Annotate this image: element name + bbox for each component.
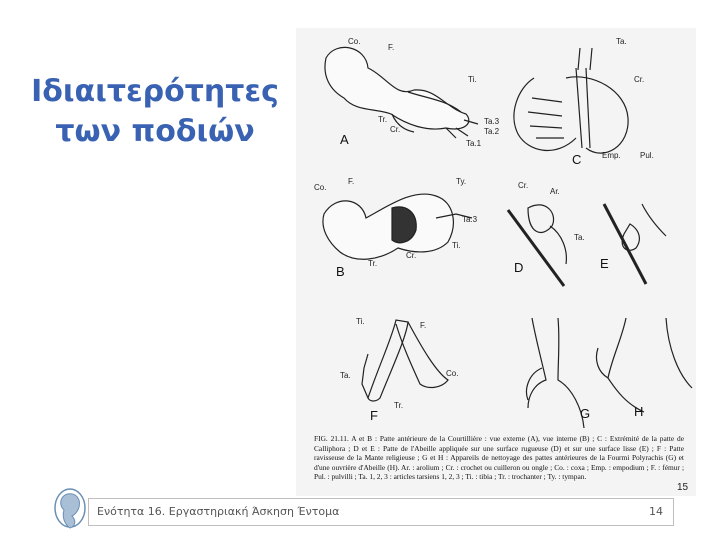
- label-a: A: [340, 132, 349, 147]
- drawing-b: [323, 194, 472, 259]
- drawing-c: [514, 48, 628, 153]
- label-f-f: F.: [420, 321, 427, 330]
- label-tr-f: Tr.: [394, 401, 404, 410]
- figure-caption: FIG. 21.11. A et B : Patte antérieure de la Courtillière : vue externe (A), vue interne (B) ; C : Extrémité de la patte de Calliphora ; D et E : Patte de l'Abeille appliquée sur une surface rugueuse (D) et sur une surface lisse (E) ; F : Patte ravisseuse de la Mante religieuse ; G et H : Appareils de nettoyage des pattes antérieures de la Fourmi Polyrachis (G) et d'une ouvrière d'Abeille (H). Ar. : arolium ; Cr. : crochet ou cuilleron ou ongle ; Co. : coxa ; Emp. : empodium ; F. : fémur ; Pul. : pulvilli ; Ta. 1, 2, 3 : articles tarsiens 1, 2, 3 ; Ti. : tibia ; Tr. : trochanter ; Ty. : tympan.: [314, 434, 684, 482]
- corner-page-number: 15: [677, 482, 689, 493]
- label-emp-c: Emp.: [602, 151, 621, 160]
- label-f-a: F.: [388, 43, 395, 52]
- label-b: B: [336, 264, 345, 279]
- label-ta-c: Ta.: [616, 37, 627, 46]
- label-tr-b: Tr.: [368, 259, 378, 268]
- label-f: F: [370, 408, 378, 423]
- label-cr-d: Cr.: [518, 181, 529, 190]
- label-pul-c: Pul.: [640, 151, 654, 160]
- drawing-f: [362, 320, 448, 401]
- label-ti-f: Ti.: [356, 317, 365, 326]
- label-ti-a: Ti.: [468, 75, 477, 84]
- university-logo-icon: [50, 484, 90, 534]
- footer-bar: [88, 498, 674, 526]
- label-co-a: Co.: [348, 37, 361, 46]
- label-cr-b: Cr.: [406, 251, 417, 260]
- drawing-d-e: [508, 204, 666, 286]
- label-e: E: [600, 256, 609, 271]
- footer-section-text: Ενότητα 16. Εργαστηριακή Άσκηση Έντομα: [97, 505, 340, 518]
- slide-title: [24, 72, 286, 152]
- label-g: G: [580, 406, 591, 421]
- label-ta3-b: Ta.3: [462, 215, 478, 224]
- drawing-g-h: [527, 318, 692, 428]
- footer-page-number: 14: [649, 505, 663, 518]
- drawing-a: [325, 47, 478, 138]
- title-line-2: των ποδιών: [55, 114, 255, 149]
- label-d: D: [514, 260, 524, 275]
- label-ta-f: Ta.: [340, 371, 351, 380]
- label-f-b: F.: [348, 177, 355, 186]
- label-ta-d: Ta.: [574, 233, 585, 242]
- insect-legs-figure: [296, 28, 696, 496]
- title-line-1: Ιδιαιτερότητες: [31, 74, 279, 109]
- label-cr-a: Cr.: [390, 125, 401, 134]
- label-ti-b: Ti.: [452, 241, 461, 250]
- label-tr-a: Tr.: [378, 115, 388, 124]
- label-co-f: Co.: [446, 369, 459, 378]
- figure-drawings: [296, 28, 696, 496]
- label-c: C: [572, 152, 582, 167]
- label-ar-d: Ar.: [550, 187, 560, 196]
- label-ta1-a: Ta.1: [466, 139, 482, 148]
- label-cr-c: Cr.: [634, 75, 645, 84]
- label-co-b: Co.: [314, 183, 327, 192]
- label-ta2-a: Ta.2: [484, 127, 500, 136]
- label-h: H: [634, 404, 644, 419]
- label-ta3-a: Ta.3: [484, 117, 500, 126]
- label-ty-b: Ty.: [456, 177, 467, 186]
